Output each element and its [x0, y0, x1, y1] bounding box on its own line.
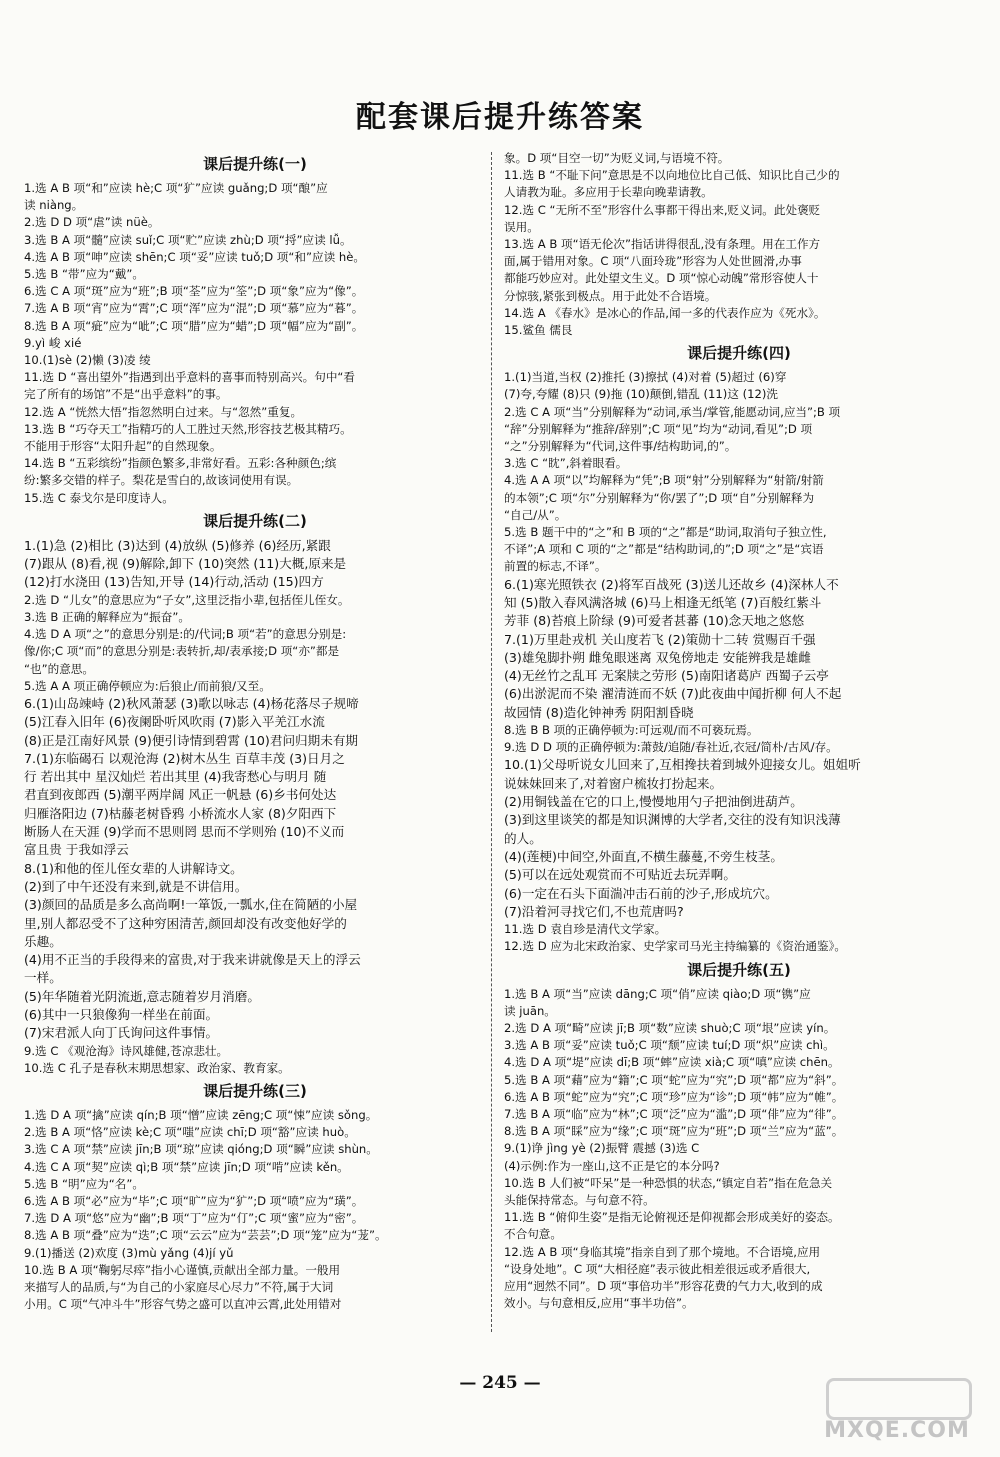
answer-line: 1.(1)急 (2)相比 (3)达到 (4)放纵 (5)修养 (6)经历,紧跟 — [24, 537, 331, 553]
answer-line: (3)雄兔脚扑朔 雌兔眼迷离 双兔傍地走 安能辨我是雄雌 — [504, 649, 811, 665]
answer-line: 完了所有的场馆”不是“出乎意料”的事。 — [24, 387, 228, 402]
answer-line: 不合句意。 — [504, 1227, 562, 1242]
answer-line: 10.选 B A 项“鞠躬尽瘁”指小心谨慎,贡献出全部力量。一般用 — [24, 1262, 341, 1277]
answer-line: 应用“迥然不同”。D 项“事倍功半”形容花费的气力大,收到的成 — [504, 1278, 823, 1293]
answer-line: 10.选 C 孔子是春秋末期思想家、政治家、教育家。 — [24, 1060, 290, 1075]
answer-line: 误用。 — [504, 219, 539, 234]
answer-line: 5.选 B 题干中的“之”和 B 项的“之”都是“助词,取消句子独立性, — [504, 525, 827, 540]
answer-line: 15.鲨鱼 儒艮 — [504, 323, 573, 338]
answer-line: 效小。与句意相反,应用“事半功倍”。 — [504, 1296, 694, 1311]
answer-line: (7)夸,夸耀 (8)只 (9)拖 (10)颠倒,错乱 (11)这 (12)洗 — [504, 387, 778, 402]
answer-line: 4.选 D A 项“之”的意思分别是:的/代词;B 项“若”的意思分别是: — [24, 627, 347, 642]
answer-line: 6.选 A B 项“蛇”应为“究”;C 项“珍”应为“诊”;D 项“帏”应为“帷”。 — [504, 1089, 844, 1104]
answer-line: 11.选 D 袁自珍是清代文学家。 — [504, 922, 667, 937]
answer-line: 6.选 A B 项“必”应为“毕”;C 项“旷”应为“犷”;D 项“喷”应为“璜”。 — [24, 1194, 364, 1209]
answer-line: 故园情 (8)造化钟神秀 阴阳割昏晓 — [504, 704, 694, 720]
answer-line: 头能保持常态。与句意不符。 — [504, 1192, 655, 1207]
answer-line: 11.选 B “俯仰生姿”是指无论俯视还是仰视都会形成美好的姿态。 — [504, 1210, 840, 1225]
answer-line: 11.选 D “喜出望外”指遇到出乎意料的喜事而特别高兴。句中“看 — [24, 370, 356, 385]
answer-line: 乐趣。 — [24, 933, 62, 949]
answer-line: 2.选 D A 项“畸”应读 jī;B 项“数”应读 shuò;C 项“垠”应读 yín。 — [504, 1020, 836, 1035]
section-heading: 课后提升练(五) — [687, 960, 791, 979]
answer-line: 10.(1)sè (2)懒 (3)凌 绫 — [24, 353, 151, 368]
answer-line: 10.选 B 人们被“吓呆”是一种恐惧的状态,“镇定自若”指在危急关 — [504, 1175, 833, 1190]
answer-line: 9.选 D D 项的正确停顿为:萧鼓/追随/春社近,衣冠/简朴/古风/存。 — [504, 740, 838, 755]
answer-line: (6)其中一只狼像狗一样坐在前面。 — [24, 1007, 219, 1023]
answer-line: 断肠人在天涯 (9)学而不思则罔 思而不学则殆 (10)不义而 — [24, 824, 345, 840]
answer-line: 4.选 A A 项“以”均解释为“凭”;B 项“射”分别解释为“射箭/射箭 — [504, 473, 824, 488]
answer-line: (8)正是江南好风景 (9)便引诗情到碧霄 (10)君问归期未有期 — [24, 732, 359, 748]
answer-line: 的本领”;C 项“尔”分别解释为“你/罢了”;D 项“自”分别解释为 — [504, 490, 815, 505]
answer-line: 11.选 B “不耻下问”意思是不以向地位比自己低、知识比自己少的 — [504, 168, 840, 183]
answer-line: 象。D 项“目空一切”为贬义词,与语境不符。 — [504, 151, 730, 165]
answer-line: 2.选 D “儿女”的意思应为“子女”,这里泛指小辈,包括侄儿侄女。 — [24, 592, 350, 607]
answer-line: 不译”;A 项和 C 项的“之”都是“结构助词,的”;D 项“之”是“宾语 — [504, 542, 824, 557]
answer-line: (5)年华随着光阴流逝,意志随着岁月消磨。 — [24, 988, 260, 1004]
answer-line: 都能巧妙应对。此处望文生义。D 项“惊心动魄”常形容使人十 — [504, 271, 819, 286]
answer-line: 分惊骇,紧张到极点。用于此处不合语境。 — [504, 288, 717, 303]
answer-line: 1.选 D A 项“擒”应读 qín;B 项“憎”应读 zēng;C 项“悚”应读 sǒng。 — [24, 1108, 378, 1123]
answer-line: 1.选 B A 项“当”应读 dāng;C 项“俏”应读 qiào;D 项“镌”应 — [504, 986, 811, 1001]
answer-line: (7)宋君派人向丁氏询问这件事情。 — [24, 1025, 219, 1041]
answer-line: 5.选 A A 项正确停顿应为:后狼止/而前狼/又至。 — [24, 678, 271, 693]
answer-line: 9.yì 峻 xié — [24, 335, 82, 350]
answer-line: 面,属于错用对象。C 项“八面玲珑”形容为人处世圆滑,办事 — [504, 254, 802, 269]
answer-line: 3.选 B 正确的解释应为“振奋”。 — [24, 609, 190, 624]
answer-line: 前置的标志,不译”。 — [504, 559, 607, 574]
answer-line: 6.选 C A 项“斑”应为“班”;B 项“荃”应为“筌”;D 项“象”应为“像”。 — [24, 284, 364, 299]
answer-line: (3)颜回的品质是多么高尚啊!一箪饭,一瓢水,住在简陋的小屋 — [24, 897, 358, 913]
answer-line: “之”分别解释为“代词,这件事/结构助词,的”。 — [504, 439, 737, 454]
answer-line: 7.(1)东临碣石 以观沧海 (2)树木丛生 百草丰茂 (3)日月之 — [24, 750, 345, 766]
answer-line: 富且贵 于我如浮云 — [24, 842, 129, 858]
answer-line: 4.选 C A 项“契”应读 qì;B 项“禁”应读 jīn;D 项“啃”应读 kěn。 — [24, 1159, 349, 1174]
answer-line: 12.选 A B 项“身临其境”指亲自到了那个境地。不合语境,应用 — [504, 1244, 821, 1259]
watermark-logo — [812, 1378, 982, 1448]
answer-line: (2)用铜钱盖在它的口上,慢慢地用勺子把油倒进葫芦。 — [504, 794, 803, 810]
answer-line: “设身处地”。C 项“大相径庭”表示彼此相差很远或矛盾很大, — [504, 1261, 811, 1276]
section-heading: 课后提升练(三) — [203, 1082, 307, 1101]
column-divider — [491, 152, 492, 1332]
answer-line: (5)可以在远处观赏而不可贴近去玩弄啊。 — [504, 867, 736, 883]
answer-line: 人请教为耻。多应用于长辈向晚辈请教。 — [504, 185, 713, 200]
answer-line: 15.选 C 泰戈尔是印度诗人。 — [24, 490, 174, 505]
answer-line: 6.(1)寒光照铁衣 (2)将军百战死 (3)送儿还故乡 (4)深林人不 — [504, 576, 839, 592]
answer-line: (7)沿着河寻找它们,不也荒唐吗? — [504, 903, 684, 919]
answer-line: 5.选 B “带”应为“戴”。 — [24, 267, 144, 282]
answer-line: 9.(1)诤 jìng yè (2)振臂 震撼 (3)选 C — [504, 1141, 700, 1156]
answer-line: (6)出淤泥而不染 濯清涟而不妖 (7)此夜曲中闻折柳 何人不起 — [504, 686, 842, 702]
answer-line: 归雁洛阳边 (7)枯藤老树昏鸦 小桥流水人家 (8)夕阳西下 — [24, 805, 337, 821]
answer-line: 8.(1)和他的侄儿侄女辈的人讲解诗文。 — [24, 860, 243, 876]
answer-line: 3.选 A B 项“妥”应读 tuǒ;C 项“颓”应读 tuí;D 项“炽”应读 chì。 — [504, 1038, 835, 1053]
answer-line: 6.(1)山岛竦峙 (2)秋风萧瑟 (3)歌以咏志 (4)杨花落尽子规啼 — [24, 695, 359, 711]
answer-line: (6)一定在石头下面湍冲击石前的沙子,形成坑穴。 — [504, 885, 778, 901]
answer-line: 3.选 C “眈”,斜着眼看。 — [504, 456, 628, 471]
answer-line: 8.选 B B 项的正确停顿为:可远观/而不可亵玩焉。 — [504, 723, 759, 738]
section-heading: 课后提升练(四) — [687, 344, 791, 363]
answer-line: 不能用于形容“太阳升起”的自然现象。 — [24, 439, 222, 454]
left-column — [24, 150, 486, 1313]
answer-line: 说妹妹回来了,对着窗户梳妆打扮起来。 — [504, 775, 723, 791]
answer-line: 一样。 — [24, 970, 62, 986]
answer-line: (4)用不正当的手段得来的富贵,对于我来讲就像是天上的浮云 — [24, 952, 361, 968]
answer-line: 像/你;C 项“而”的意思分别是:表转折,却/表承接;D 项“亦”都是 — [24, 644, 340, 659]
section-heading: 课后提升练(一) — [203, 155, 307, 173]
answer-line: (4)示例:作为一座山,这不正是它的本分吗? — [504, 1158, 720, 1173]
watermark-text: MXQE.COM — [824, 1418, 970, 1443]
answer-line: 里,别人都忍受不了这种穷困清苦,颜回却没有改变他好学的 — [24, 915, 347, 931]
answer-line: (7)跟从 (8)看,视 (9)解除,卸下 (10)突然 (11)大概,原来是 — [24, 556, 347, 572]
page-number: — 245 — — [459, 1373, 541, 1393]
answer-line: (5)江春入旧年 (6)夜阑卧听风吹雨 (7)影入平羌江水流 — [24, 714, 325, 730]
answer-line: “也”的意思。 — [24, 661, 94, 676]
answer-line: 9.(1)播送 (2)欢度 (3)mù yǎng (4)jí yǔ — [24, 1245, 234, 1260]
answer-line: 9.选 C 《观沧海》诗风雄健,苍凉悲壮。 — [24, 1043, 229, 1058]
answer-line: 7.选 B A 项“临”应为“林”;C 项“泛”应为“滥”;D 项“俳”应为“徘”。 — [504, 1106, 844, 1121]
answer-line: 7.选 A B 项“宵”应为“霄”;C 项“浑”应为“混”;D 项“慕”应为“暮”。 — [24, 301, 364, 316]
answer-line: (4)无丝竹之乱耳 无案牍之劳形 (5)南阳诸葛庐 西蜀子云亭 — [504, 668, 829, 684]
answer-line: 行 若出其中 星汉灿烂 若出其里 (4)我寄愁心与明月 随 — [24, 769, 327, 785]
answer-line: 13.选 B “巧夺天工”指精巧的人工胜过天然,形容技艺极其精巧。 — [24, 421, 352, 436]
answer-line: 14.选 A 《春水》是冰心的作品,闻一多的代表作应为《死水》。 — [504, 305, 826, 320]
answer-line: 2.选 D D 项“虐”读 nüè。 — [24, 215, 160, 230]
answer-line: 君直到夜郎西 (5)潮平两岸阔 风正一帆悬 (6)乡书何处达 — [24, 787, 337, 803]
answer-line: 纷:繁多交错的样子。梨花是雪白的,故该词使用有误。 — [24, 473, 299, 488]
right-column — [504, 150, 974, 1312]
answer-line: 7.选 D A 项“悠”应为“幽”;B 项“丁”应为“仃”;C 项“蜜”应为“密”。 — [24, 1211, 364, 1226]
answer-line: 12.选 A “恍然大悟”指忽然明白过来。与“忽然”重复。 — [24, 404, 303, 419]
answer-line: 12.选 C “无所不至”形容什么事都干得出来,贬义词。此处褒贬 — [504, 202, 821, 217]
answer-line: 小用。C 项“气冲斗牛”形容气势之盛可以直冲云霄,此处用错对 — [24, 1297, 342, 1312]
answer-line: (2)到了中午还没有来到,就是不讲信用。 — [24, 878, 248, 894]
answer-line: 12.选 D 应为北宋政治家、史学家司马光主持编纂的《资治通鉴》。 — [504, 939, 846, 954]
answer-line: 5.选 B “明”应为“名”。 — [24, 1176, 144, 1191]
answer-line: 10.(1)父母听说女儿回来了,互相搀扶着到城外迎接女儿。姐姐听 — [504, 757, 861, 773]
page-title: 配套课后提升练答案 — [356, 100, 644, 135]
answer-line: 知 (5)散入春风满洛城 (6)马上相逢无纸笔 (7)百般红紫斗 — [504, 594, 822, 610]
section-heading: 课后提升练(二) — [203, 511, 307, 530]
answer-line: 的人。 — [504, 830, 542, 846]
watermark-badge-icon — [826, 1378, 972, 1420]
answer-line: 3.选 B A 项“髓”应读 suǐ;C 项“贮”应读 zhù;D 项“捋”应读 lǚ。 — [24, 232, 352, 247]
answer-line: 7.(1)万里赴戎机 关山度若飞 (2)策勋十二转 赏赐百千强 — [504, 631, 816, 647]
answer-line: 1.选 A B 项“和”应读 hè;C 项“犷”应读 guǎng;D 项“酿”应 — [24, 181, 328, 195]
answer-line: 1.(1)当道,当权 (2)推托 (3)擦拭 (4)对着 (5)超过 (6)穿 — [504, 370, 787, 385]
answer-line: 芳菲 (8)苔痕上阶绿 (9)可爱者甚蕃 (10)念天地之悠悠 — [504, 613, 805, 629]
answer-line: 3.选 C A 项“禁”应读 jīn;B 项“琼”应读 qióng;D 项“瞬”应读 shùn。 — [24, 1142, 378, 1157]
answer-line: (4)(莲梗)中间空,外面直,不横生藤蔓,不旁生枝茎。 — [504, 848, 783, 864]
answer-line: 读 niàng。 — [24, 198, 84, 213]
answer-line: 4.选 A B 项“呻”应读 shēn;C 项“妥”应读 tuǒ;D 项“和”应读 hè。 — [24, 249, 365, 264]
answer-line: 2.选 C A 项“当”分别解释为“动词,承当/掌管,能愿动词,应当”;B 项 — [504, 404, 841, 419]
answer-line: (12)打水浇田 (13)告知,开导 (14)行动,活动 (15)四方 — [24, 574, 324, 590]
answer-line: “辞”分别解释为“推辞/辞别”;C 项“见”均为“动词,看见”;D 项 — [504, 421, 813, 436]
answer-line: 14.选 B “五彩缤纷”指颜色繁多,非常好看。五彩:各种颜色;缤 — [24, 456, 337, 471]
answer-line: 8.选 A B 项“叠”应为“迭”;C 项“云云”应为“芸芸”;D 项“笼”应为“茏”。 — [24, 1228, 387, 1243]
answer-line: 13.选 A B 项“语无伦次”指话讲得很乱,没有条理。用在工作方 — [504, 237, 821, 252]
answer-line: 5.选 B A 项“藉”应为“籍”;C 项“蛇”应为“究”;D 项“都”应为“斜”。 — [504, 1072, 844, 1087]
answer-line: “自己/从”。 — [504, 507, 567, 522]
answer-line: 8.选 B A 项“睬”应为“缘”;C 项“斑”应为“班”;D 项“兰”应为“蓝”。 — [504, 1124, 844, 1139]
answer-line: 2.选 B A 项“恪”应读 kè;C 项“嗤”应读 chī;D 项“豁”应读 huò。 — [24, 1125, 356, 1140]
answer-line: (3)到这里谈笑的都是知识渊博的大学者,交往的没有知识浅薄 — [504, 812, 841, 828]
answer-line: 8.选 B A 项“疵”应为“呲”;C 项“腊”应为“蜡”;D 项“幅”应为“副”。 — [24, 318, 364, 333]
answer-line: 来描写人的品质,与“为自己的小家庭尽心尽力”不符,属于大词 — [24, 1280, 334, 1295]
answer-line: 4.选 D A 项“堤”应读 dī;B 项“蟀”应读 xià;C 项“嗔”应读 chēn。 — [504, 1055, 840, 1070]
answer-line: 读 juān。 — [504, 1003, 556, 1018]
